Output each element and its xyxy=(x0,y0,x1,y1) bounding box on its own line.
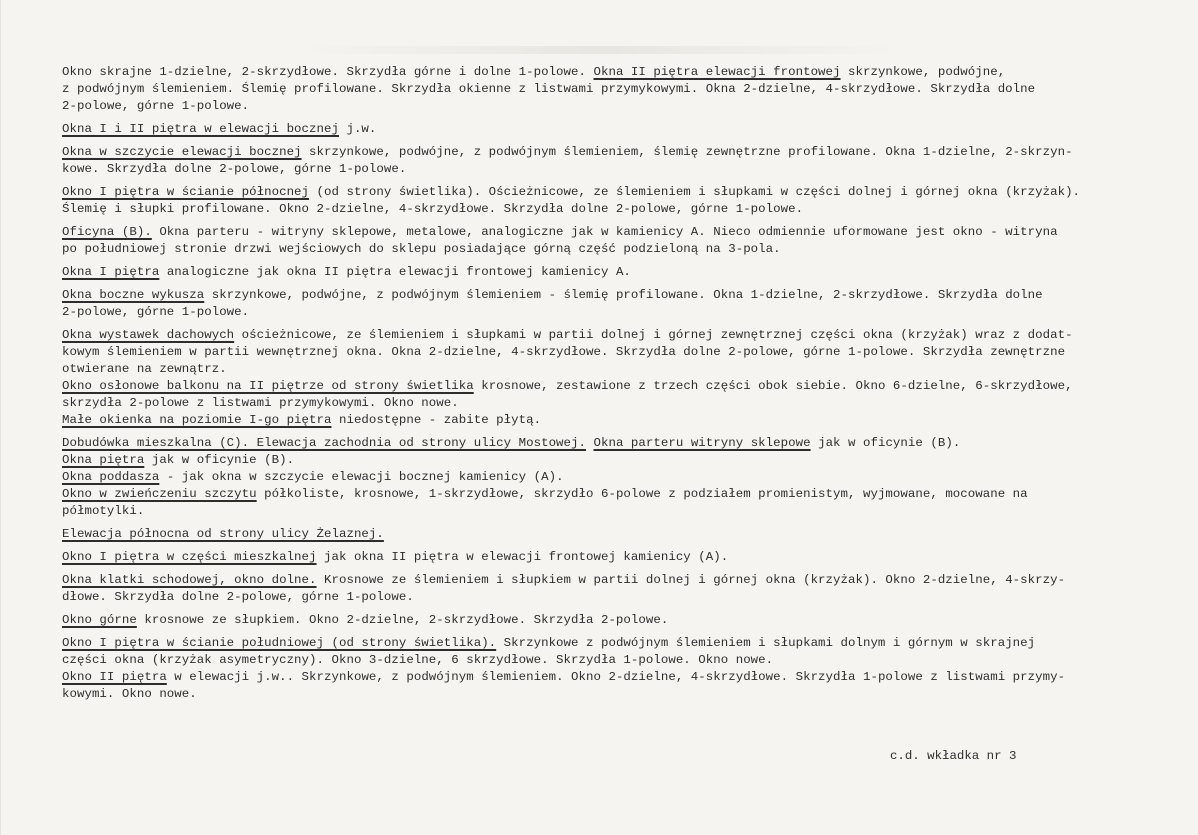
underlined-heading: Oficyna (B). xyxy=(62,225,152,239)
body-text: skrzynkowe, podwójne, z podwójnym ślemieniem, ślemię zewnętrzne profilowane. Okna 1-dzielne, 2-skrzyn- kowe. Skrzydła dolne 2-polowe, górne 1-polowe. xyxy=(62,145,1073,176)
paragraph xyxy=(62,452,1177,469)
underlined-heading: Okna parteru witryny sklepowe xyxy=(593,436,811,450)
body-text: skrzynkowe, podwójne, z podwójnym ślemieniem - ślemię profilowane. Okna 1-dzielne, 2-skrzydłowe. Skrzydła dolne 2-polowe, górne 1-polowe. xyxy=(62,288,1043,319)
underlined-heading: Okna I i II piętra w elewacji bocznej xyxy=(62,122,339,136)
underlined-heading: Okno I piętra w części mieszkalnej xyxy=(62,550,317,564)
body-text: analogiczne jak okna II piętra elewacji frontowej kamienicy A. xyxy=(159,265,631,279)
paragraph xyxy=(62,635,1177,669)
body-text: półkoliste, krosnowe, 1-skrzydłowe, skrzydło 6-polowe z podziałem promienistym, wyjmowane, mocowane na półmotylki. xyxy=(62,487,1028,518)
body-text: jak w oficynie (B). xyxy=(144,453,295,467)
paragraph xyxy=(62,572,1177,606)
body-text: jak w oficynie (B). xyxy=(810,436,961,450)
body-text: Okna parteru - witryny sklepowe, metalowe, analogiczne jak w kamienicy A. Nieco odmiennie uformowane jest okno - witryna po południowej stronie drzwi wejściowych do sklepu posiadające górną część podzieloną na 3-pola. xyxy=(62,225,1058,256)
document-body xyxy=(62,64,1177,703)
body-text: Krosnowe ze ślemieniem i słupkiem w partii dolnej i górnej okna (krzyżak). Okno 2-dzielne, 4-skrzy- dłowe. Skrzydła dolne 2-polowe, górne 1-polowe. xyxy=(62,573,1066,604)
underlined-heading: Okno I piętra w ścianie południowej (od strony świetlika). xyxy=(62,636,497,650)
paragraph xyxy=(62,526,1177,543)
paragraph xyxy=(62,378,1177,412)
paragraph xyxy=(62,486,1177,520)
paragraph xyxy=(62,612,1177,629)
underlined-heading: Okna wystawek dachowych xyxy=(62,328,235,342)
underlined-heading: Okno w zwieńczeniu szczytu xyxy=(62,487,257,501)
continuation-note: c.d. wkładka nr 3 xyxy=(890,749,1017,763)
faded-header-trace xyxy=(301,46,901,54)
body-text: ościeżnicowe, ze ślemieniem i słupkami w partii dolnej i górnej zewnętrznej części okna (krzyżak) wraz z dodat- kowym ślemieniem w partii wewnętrznej okna. Okna 2-dzielne, 4-skrzydłowe. Skrzydła dolne 2-polowe, górne 1-polowe. Skrzydła zewnętrzne otwierane na zewnątrz. xyxy=(62,328,1073,376)
body-text: skrzynkowe, podwójne, z podwójnym ślemieniem. Ślemię profilowane. Skrzydła okienne z listwami przymykowymi. Okna 2-dzielne, 4-skrzydłowe. Skrzydła dolne 2-polowe, górne 1-polowe. xyxy=(62,65,1036,113)
body-text: - jak okna w szczycie elewacji bocznej kamienicy (A). xyxy=(159,470,564,484)
underlined-heading: Okna klatki schodowej, okno dolne. xyxy=(62,573,317,587)
body-text: jak okna II piętra w elewacji frontowej kamienicy (A). xyxy=(316,550,729,564)
body-text: Okno skrajne 1-dzielne, 2-skrzydłowe. Skrzydła górne i dolne 1-polowe. xyxy=(62,65,594,79)
paragraph xyxy=(62,412,1177,429)
body-text: krosnowe, zestawione z trzech części obok siebie. Okno 6-dzielne, 6-skrzydłowe, skrzydła 2-polowe z listwami przymykowymi. Okno nowe. xyxy=(62,379,1073,410)
paragraph xyxy=(62,327,1177,378)
paragraph xyxy=(62,184,1177,218)
paragraph xyxy=(62,287,1177,321)
paragraph xyxy=(62,224,1177,258)
underlined-heading: Okno II piętra xyxy=(62,670,167,684)
body-text: j.w. xyxy=(338,122,377,136)
underlined-heading: Okno osłonowe balkonu na II piętrze od strony świetlika xyxy=(62,379,474,393)
underlined-heading: Okna II piętra elewacji frontowej xyxy=(593,65,841,79)
underlined-heading: Okno górne xyxy=(62,613,137,627)
body-text xyxy=(586,436,594,450)
paragraph xyxy=(62,64,1177,115)
paragraph xyxy=(62,469,1177,486)
underlined-heading: Okna boczne wykusza xyxy=(62,288,205,302)
paragraph xyxy=(62,264,1177,281)
underlined-heading: Okna poddasza xyxy=(62,470,160,484)
underlined-heading: Dobudówka mieszkalna (C). Elewacja zachodnia od strony ulicy Mostowej. xyxy=(62,436,586,450)
body-text: krosnowe ze słupkiem. Okno 2-dzielne, 2-skrzydłowe. Skrzydła 2-polowe. xyxy=(136,613,669,627)
underlined-heading: Okno I piętra w ścianie północnej xyxy=(62,185,310,199)
paragraph xyxy=(62,121,1177,138)
body-text: (od strony świetlika). Ościeżnicowe, ze ślemieniem i słupkami w części dolnej i górnej okna (krzyżak). Ślemię i słupki profilowane. Okno 2-dzielne, 4-skrzydłowe. Skrzydła dolne 2-polowe, górne 1-polowe. xyxy=(62,185,1081,216)
underlined-heading: Elewacja północna od strony ulicy Żelaznej. xyxy=(62,527,384,541)
paragraph xyxy=(62,144,1177,178)
body-text: w elewacji j.w.. Skrzynkowe, z podwójnym ślemieniem. Okno 2-dzielne, 4-skrzydłowe. Skrzydła 1-polowe z listwami przymy- kowymi. Okno nowe. xyxy=(62,670,1066,701)
underlined-heading: Okna w szczycie elewacji bocznej xyxy=(62,145,302,159)
paragraph xyxy=(62,435,1177,452)
paragraph xyxy=(62,669,1177,703)
body-text: niedostępne - zabite płytą. xyxy=(331,413,542,427)
underlined-heading: Okna I piętra xyxy=(62,265,160,279)
underlined-heading: Małe okienka na poziomie I-go piętra xyxy=(62,413,332,427)
body-text: Skrzynkowe z podwójnym ślemieniem i słupkami dolnym i górnym w skrajnej części okna (krzyżak asymetryczny). Okno 3-dzielne, 6 skrzydłowe. Skrzydła 1-polowe. Okno nowe. xyxy=(62,636,1036,667)
paragraph xyxy=(62,549,1177,566)
underlined-heading: Okna piętra xyxy=(62,453,145,467)
